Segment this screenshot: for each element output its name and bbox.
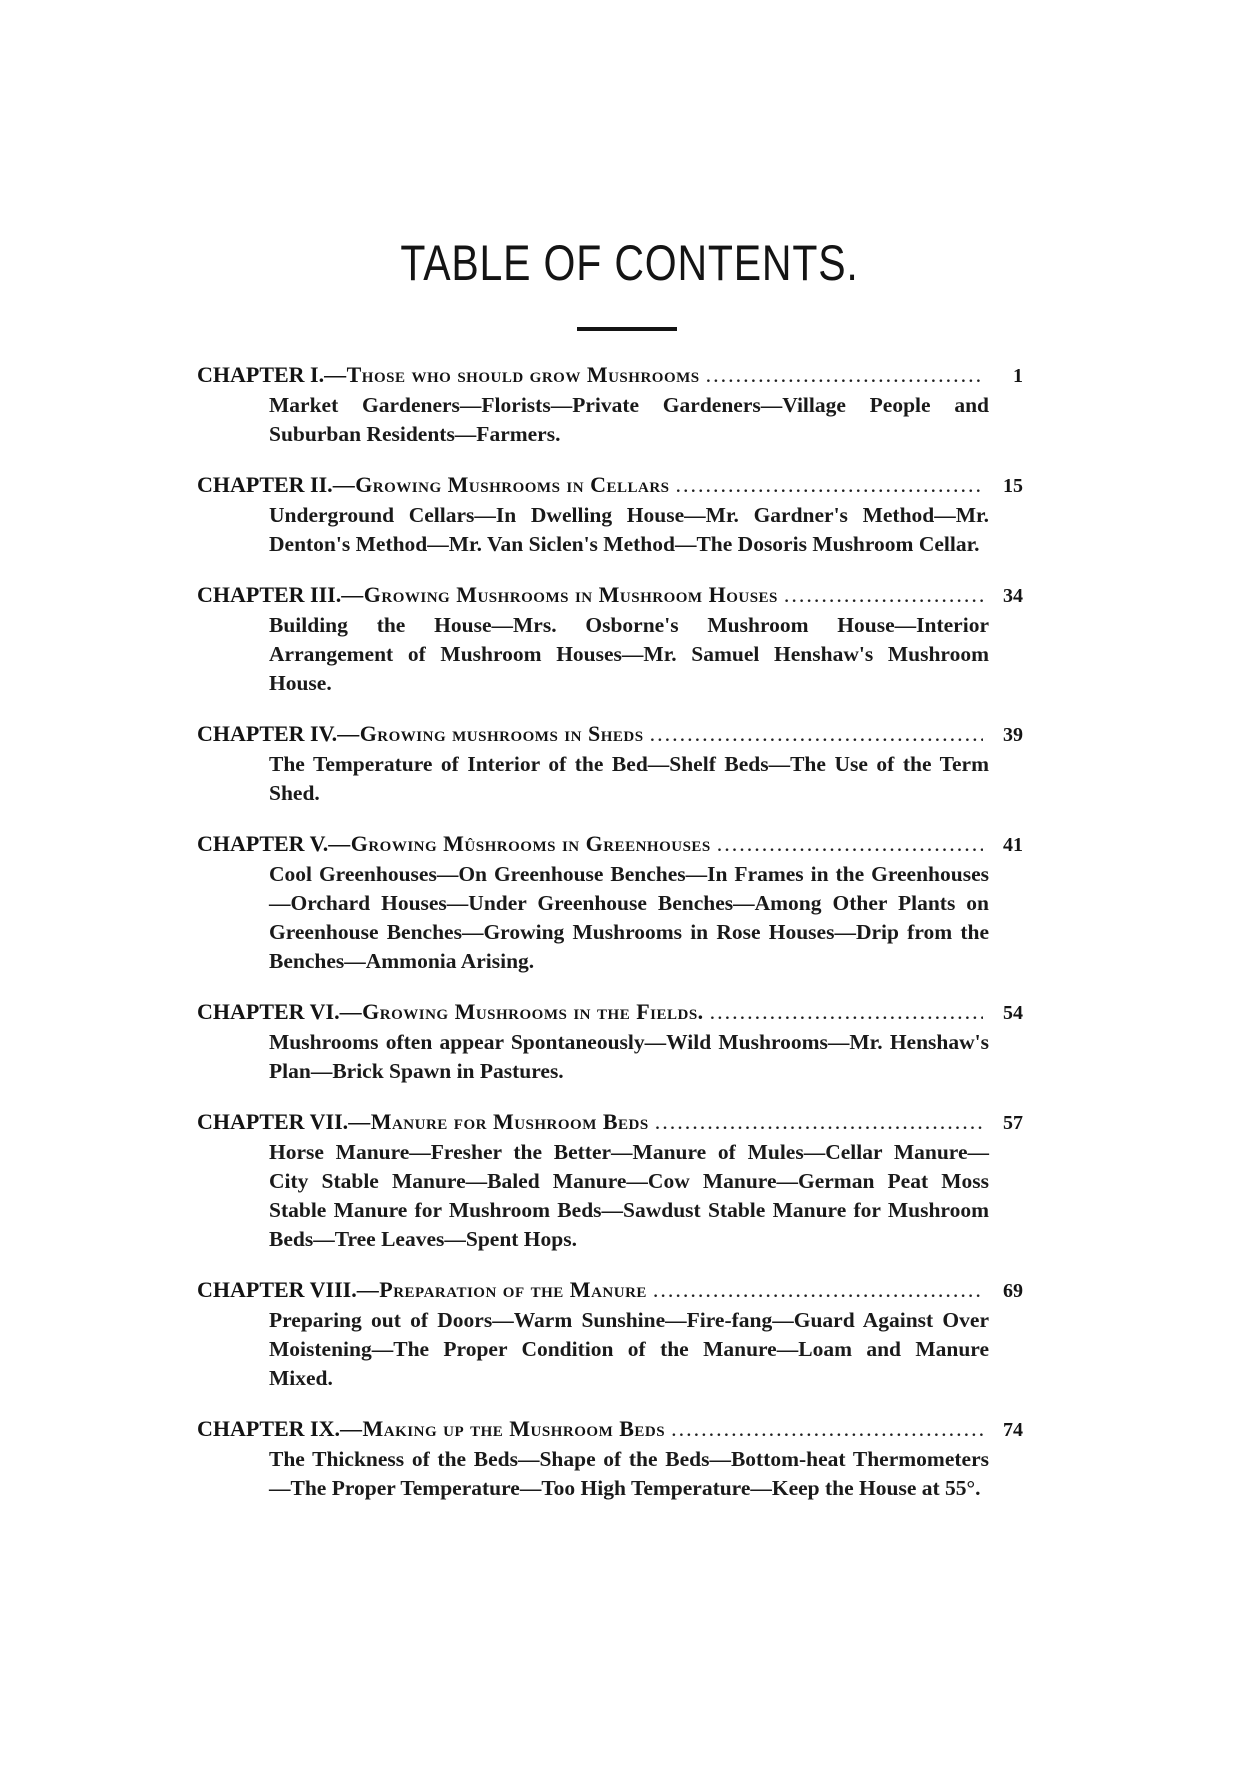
page-number: 69 bbox=[1003, 1280, 1023, 1302]
page-number: 57 bbox=[1003, 1112, 1023, 1134]
toc-entry-chapter-2[interactable] bbox=[197, 470, 1023, 559]
toc-entry-heading bbox=[197, 470, 1023, 501]
chapter-number: CHAPTER VIII. bbox=[197, 1277, 357, 1302]
chapter-subject: —Growing Mushrooms in Cellars bbox=[332, 472, 670, 497]
page-title: TABLE OF CONTENTS. bbox=[400, 235, 859, 291]
chapter-number: CHAPTER IV. bbox=[197, 721, 338, 746]
dot-leader bbox=[717, 829, 983, 859]
chapter-subject: —Preparation of the Manure bbox=[356, 1277, 647, 1302]
chapter-subject: —Manure for Mushroom Beds bbox=[348, 1109, 649, 1134]
toc-entry-heading bbox=[197, 1414, 1023, 1445]
toc-entry-chapter-1[interactable] bbox=[197, 360, 1023, 449]
toc-entry-heading bbox=[197, 360, 1023, 391]
chapter-subject: —Growing Mushrooms in Mushroom Houses bbox=[341, 582, 778, 607]
toc-entry-heading bbox=[197, 829, 1023, 860]
toc-entry-chapter-4[interactable] bbox=[197, 719, 1023, 808]
toc-entry-heading bbox=[197, 580, 1023, 611]
chapter-subject: —Those who should grow Mushrooms bbox=[324, 362, 700, 387]
chapter-subject: —Growing Mushrooms in the Fields. bbox=[339, 999, 704, 1024]
toc-entry-chapter-9[interactable] bbox=[197, 1414, 1023, 1503]
page-number: 54 bbox=[1003, 1002, 1023, 1024]
chapter-description: Underground Cellars—In Dwelling House—Mr. Gardner's Method—Mr. Denton's Method—Mr. Van Siclen's Method—The Dosoris Mushroom Cellar. bbox=[269, 503, 989, 556]
chapter-description: The Thickness of the Beds—Shape of the Beds—Bottom-heat Thermometers—The Proper Temperature—Too High Temperature—Keep the House at 55°. bbox=[269, 1447, 989, 1500]
chapter-number: CHAPTER IX. bbox=[197, 1416, 341, 1441]
toc-entry-chapter-7[interactable] bbox=[197, 1107, 1023, 1254]
dot-leader bbox=[784, 580, 983, 610]
chapter-description: The Temperature of Interior of the Bed—Shelf Beds—The Use of the Term Shed. bbox=[269, 752, 989, 805]
page-number: 39 bbox=[1003, 724, 1023, 746]
toc-entry-chapter-8[interactable] bbox=[197, 1275, 1023, 1393]
toc-entry-heading bbox=[197, 1107, 1023, 1138]
page-number: 1 bbox=[1013, 365, 1023, 387]
toc-entry-heading bbox=[197, 719, 1023, 750]
dot-leader bbox=[676, 470, 984, 500]
toc-entry-chapter-5[interactable] bbox=[197, 829, 1023, 976]
chapter-number: CHAPTER VI. bbox=[197, 999, 340, 1024]
dot-leader bbox=[655, 1107, 983, 1137]
chapter-number: CHAPTER I. bbox=[197, 362, 325, 387]
chapter-description: Horse Manure—Fresher the Better—Manure of Mules—Cellar Manure—City Stable Manure—Baled Manure—Cow Manure—German Peat Moss Stable Manure for Mushroom Beds—Sawdust Stable Manure for Mushroom Beds—Tree Leaves—Spent Hops. bbox=[269, 1140, 989, 1251]
dot-leader bbox=[671, 1414, 983, 1444]
chapter-description: Cool Greenhouses—On Greenhouse Benches—In Frames in the Greenhouses—Orchard Houses—Under Greenhouse Benches—Among Other Plants on Greenhouse Benches—Growing Mushrooms in Rose Houses—Drip from the Benches—Ammonia Arising. bbox=[269, 862, 989, 973]
page-number: 34 bbox=[1003, 585, 1023, 607]
dot-leader bbox=[710, 997, 983, 1027]
toc-entry-heading bbox=[197, 1275, 1023, 1306]
chapter-number: CHAPTER III. bbox=[197, 582, 342, 607]
page-number: 41 bbox=[1003, 834, 1023, 856]
chapter-number: CHAPTER II. bbox=[197, 472, 333, 497]
dot-leader bbox=[706, 360, 983, 390]
toc-entry-heading bbox=[197, 997, 1023, 1028]
chapter-subject: —Growing mushrooms in Sheds bbox=[337, 721, 644, 746]
chapter-subject: —Growing Mûshrooms in Greenhouses bbox=[328, 831, 711, 856]
chapter-number: CHAPTER VII. bbox=[197, 1109, 349, 1134]
toc-entry-chapter-6[interactable] bbox=[197, 997, 1023, 1086]
page-number: 74 bbox=[1003, 1419, 1023, 1441]
chapter-description: Market Gardeners—Florists—Private Gardeners—Village People and Suburban Residents—Farmers. bbox=[269, 393, 989, 446]
dot-leader bbox=[653, 1275, 983, 1305]
chapter-description: Mushrooms often appear Spontaneously—Wild Mushrooms—Mr. Henshaw's Plan—Brick Spawn in Pastures. bbox=[269, 1030, 989, 1083]
chapter-number: CHAPTER V. bbox=[197, 831, 329, 856]
toc-entry-chapter-3[interactable] bbox=[197, 580, 1023, 698]
dot-leader bbox=[650, 719, 983, 749]
title-rule bbox=[577, 327, 677, 331]
chapter-description: Building the House—Mrs. Osborne's Mushroom House—Interior Arrangement of Mushroom Houses—Mr. Samuel Henshaw's Mushroom House. bbox=[269, 613, 989, 695]
table-of-contents bbox=[197, 360, 1023, 1524]
page-number: 15 bbox=[1003, 475, 1023, 497]
chapter-description: Preparing out of Doors—Warm Sunshine—Fire-fang—Guard Against Over Moistening—The Proper Condition of the Manure—Loam and Manure Mixed. bbox=[269, 1308, 989, 1390]
chapter-subject: —Making up the Mushroom Beds bbox=[340, 1416, 666, 1441]
